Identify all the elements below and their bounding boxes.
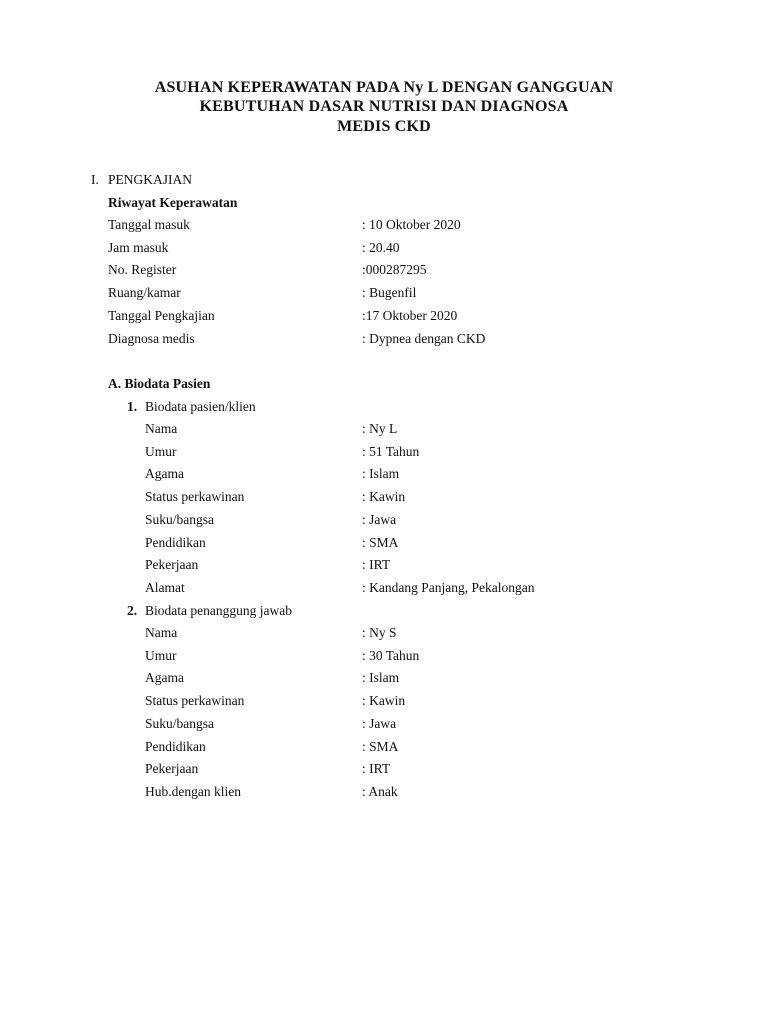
field-value: : Dypnea dengan CKD [362, 330, 486, 346]
field-label: Pendidikan [145, 534, 206, 550]
field-label: Alamat [145, 579, 185, 595]
field-value: : Bugenfil [362, 285, 417, 301]
patient-biodata-number: 1. [127, 399, 138, 414]
field-row [0, 761, 768, 781]
field-row [0, 240, 768, 260]
field-label: Tanggal masuk [108, 217, 190, 232]
field-label: Ruang/kamar [108, 285, 181, 301]
field-label: Status perkawinan [145, 489, 245, 505]
field-value: : SMA [362, 534, 399, 550]
field-label: Pendidikan [145, 738, 206, 754]
field-row [0, 308, 768, 328]
document-title-line-2: KEBUTUHAN DASAR NUTRISI DAN DIAGNOSA [199, 98, 569, 115]
field-row [0, 444, 768, 464]
field-row [0, 648, 768, 668]
field-value: : 10 Oktober 2020 [362, 217, 461, 232]
field-label: Pekerjaan [145, 557, 199, 573]
section-numeral: I. [91, 172, 99, 187]
field-row [0, 693, 768, 713]
field-row [0, 716, 768, 736]
guardian-biodata-number: 2. [127, 603, 138, 618]
field-row [0, 625, 768, 645]
section-heading: PENGKAJIAN [108, 172, 192, 187]
field-value: : Kawin [362, 693, 406, 709]
field-value: : Kandang Panjang, Pekalongan [362, 579, 535, 595]
field-label: No. Register [108, 262, 177, 278]
field-label: Diagnosa medis [108, 330, 195, 346]
field-row [0, 670, 768, 690]
field-label: Status perkawinan [145, 693, 245, 709]
field-value: : 30 Tahun [362, 647, 420, 663]
guardian-biodata-heading: Biodata penanggung jawab [145, 603, 292, 618]
field-row [0, 331, 768, 351]
field-label: Hub.dengan klien [145, 783, 241, 799]
field-label: Agama [145, 670, 184, 686]
field-label: Jam masuk [108, 239, 169, 255]
field-row [0, 512, 768, 532]
field-value: : SMA [362, 738, 399, 754]
field-value: : IRT [362, 557, 391, 573]
field-value: : Anak [362, 783, 398, 799]
field-row [0, 557, 768, 577]
field-row [0, 421, 768, 441]
field-row [0, 217, 768, 237]
subsection-heading: Riwayat Keperawatan [108, 195, 238, 210]
field-value: :000287295 [362, 262, 427, 278]
document-title-line-1: ASUHAN KEPERAWATAN PADA Ny L DENGAN GANGGUAN [154, 79, 614, 96]
document-title-line-3: MEDIS CKD [337, 118, 431, 135]
field-value: : IRT [362, 761, 391, 777]
field-row [0, 285, 768, 305]
biodata-heading: A. Biodata Pasien [108, 376, 211, 391]
field-row [0, 580, 768, 600]
field-label: Umur [145, 443, 177, 459]
field-row [0, 466, 768, 486]
field-label: Pekerjaan [145, 761, 199, 777]
patient-biodata-heading: Biodata pasien/klien [145, 399, 256, 414]
field-value: : Ny S [362, 625, 397, 640]
field-value: : Ny L [362, 421, 398, 436]
field-row [0, 535, 768, 555]
field-label: Nama [145, 625, 178, 640]
field-label: Agama [145, 466, 184, 482]
field-label: Umur [145, 647, 177, 663]
field-label: Nama [145, 421, 178, 436]
field-row [0, 262, 768, 282]
field-row [0, 784, 768, 804]
field-value: : Kawin [362, 489, 406, 505]
field-value: : Islam [362, 466, 400, 482]
field-value: : Islam [362, 670, 400, 686]
field-value: : 51 Tahun [362, 443, 420, 459]
field-value: : 20.40 [362, 239, 400, 255]
field-label: Suku/bangsa [145, 511, 214, 527]
field-row [0, 739, 768, 759]
field-value: : Jawa [362, 715, 397, 731]
field-value: : Jawa [362, 511, 397, 527]
field-value: :17 Oktober 2020 [362, 307, 458, 323]
field-label: Suku/bangsa [145, 715, 214, 731]
field-row [0, 489, 768, 509]
field-label: Tanggal Pengkajian [108, 307, 215, 323]
